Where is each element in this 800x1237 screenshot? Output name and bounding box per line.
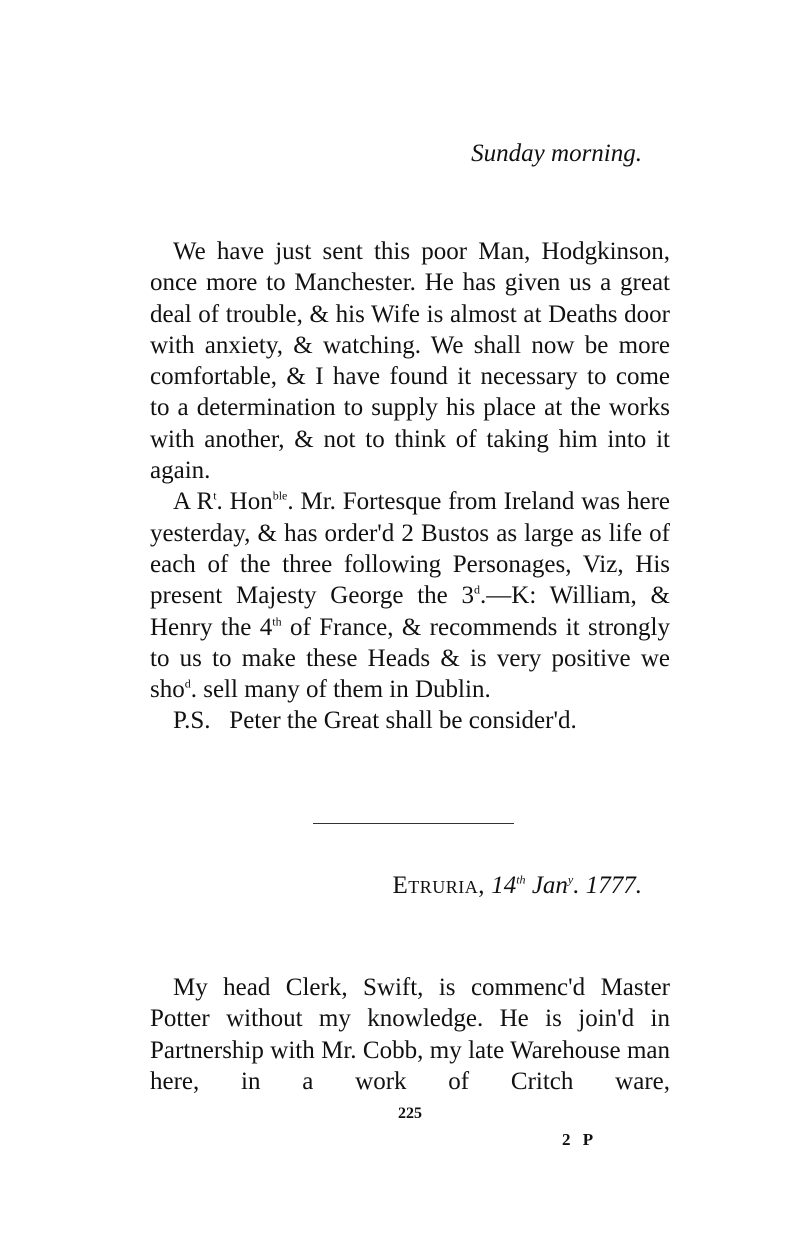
place-name: Etruria, bbox=[392, 872, 485, 899]
paragraph-fortesque: A $R^t$. Hon$^{ble}$. Mr. Fortesque from Ireland was here yesterday, & has order'd 2 Bustos as large as life of each of the three following Personages, Viz, His present Majesty George the 3$^d$.—K: William, & Henry the 4th of France, & recommends it strongly to us to make these Heads & is very positive we sho$^d$. sell many of them in Dublin. bbox=[150, 488, 670, 704]
letter-body-2 bbox=[150, 972, 670, 1097]
letter-body-1 bbox=[150, 236, 670, 737]
dateline-sunday: Sunday morning. bbox=[471, 140, 642, 167]
signature-mark: 2 P bbox=[562, 1130, 598, 1149]
paragraph-swift: My head Clerk, Swift, is commenc'd Master Potter without my knowledge. He is join'd in Partnership with Mr. Cobb, my late Warehouse man here, in a work of Critch ware, bbox=[150, 974, 670, 1095]
page-number: 225 bbox=[398, 1105, 422, 1122]
paragraph-hodgkinson: We have just sent this poor Man, Hodgkinson, once more to Manchester. He has given us a great deal of trouble, & his Wife is almost at Deaths door with anxiety, & watching. We shall now be more comfortable, & I have found it necessary to come to a determination to supply his place at the works with another, & not to think of taking him into it again. bbox=[150, 238, 670, 485]
postscript: P.S. Peter the Great shall be consider'd. bbox=[173, 707, 577, 735]
dateline-etruria: Etruria, 14th Jan$^y$. 1777. bbox=[392, 872, 642, 899]
section-divider bbox=[313, 823, 514, 824]
